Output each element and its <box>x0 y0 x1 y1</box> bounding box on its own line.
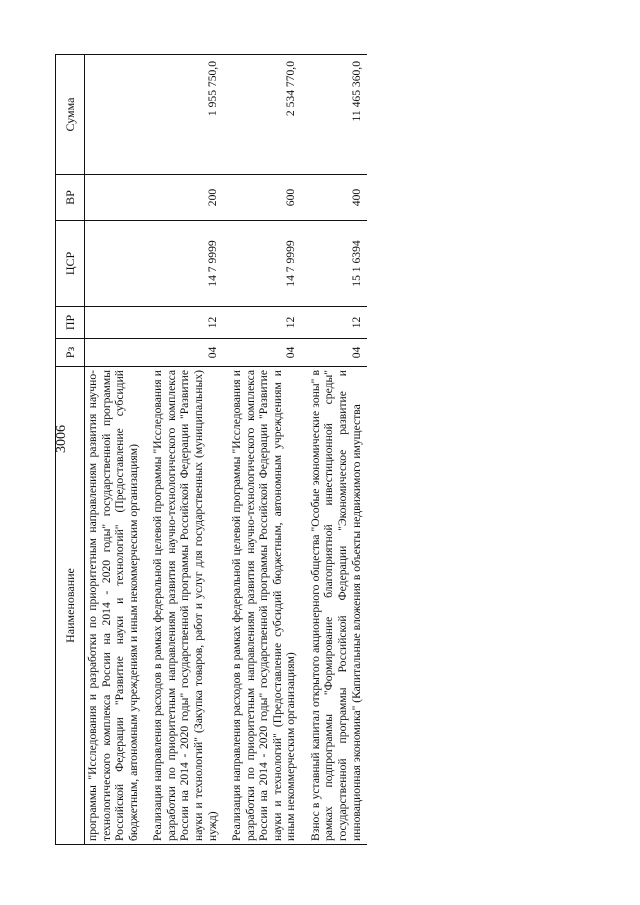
row-pr: 12 <box>308 307 367 339</box>
budget-table-rotated <box>55 55 615 845</box>
row-sum <box>85 55 145 175</box>
row-rz <box>85 339 145 367</box>
header-pr: ПР <box>56 307 85 339</box>
header-vr: ВР <box>56 175 85 221</box>
budget-table <box>55 54 367 845</box>
row-vr: 600 <box>229 175 302 221</box>
page-number: 3006 <box>54 425 69 453</box>
row-csr: 14 7 9999 <box>229 221 302 307</box>
row-name: Реализация направления расходов в рамках федеральной целевой программы "Исследования и разработки по приоритетным направлениям развития научно-технологического комплекса России на 2014 - 2020 годы" государственной программы Российской Федерации "Развитие науки и технологий" (Предоставление субсидий бюджетным, автономным учреждениям и иным некоммерческим организациям) <box>229 367 302 845</box>
header-sum: Сумма <box>56 55 85 175</box>
row-vr: 400 <box>308 175 367 221</box>
row-pr <box>85 307 145 339</box>
row-pr: 12 <box>229 307 302 339</box>
row-name: Реализация направления расходов в рамках федеральной целевой программы "Исследования и разработки по приоритетным направлениям развития научно-технологического комплекса России на 2014 - 2020 годы" государственной программы Российской Федерации "Развитие науки и технологий" (Закупка товаров, работ и услуг для государственных (муниципальных) нужд) <box>150 367 223 845</box>
table-row <box>308 55 367 845</box>
header-rz: Рз <box>56 339 85 367</box>
table-header-row <box>56 55 85 845</box>
row-csr: 14 7 9999 <box>150 221 223 307</box>
row-sum: 11 465 360,0 <box>308 55 367 175</box>
row-rz: 04 <box>229 339 302 367</box>
row-sum: 2 534 770,0 <box>229 55 302 175</box>
row-name: программы "Исследования и разработки по приоритетным направлениям развития научно-технологического комплекса России на 2014 - 2020 годы" государственной программы Российской Федерации "Развитие науки и технологий" (Предоставление субсидий бюджетным, автономным учреждениям и иным некоммерческим организациям) <box>85 367 145 845</box>
header-csr: ЦСР <box>56 221 85 307</box>
row-csr <box>85 221 145 307</box>
header-name: Наименование <box>56 367 85 845</box>
row-pr: 12 <box>150 307 223 339</box>
row-vr: 200 <box>150 175 223 221</box>
table-row <box>85 55 145 845</box>
table-row <box>229 55 302 845</box>
row-csr: 15 1 6394 <box>308 221 367 307</box>
row-vr <box>85 175 145 221</box>
row-sum: 1 955 750,0 <box>150 55 223 175</box>
table-row <box>150 55 223 845</box>
row-rz: 04 <box>150 339 223 367</box>
row-name: Взнос в уставный капитал открытого акционерного общества "Особые экономические зоны" в рамках подпрограммы "Формирование благоприятной инвестиционной среды" государственной программы Российской Федерации "Экономическое развитие и инновационная экономика" (Капитальные вложения в объекты недвижимого имущества <box>308 367 367 845</box>
row-rz: 04 <box>308 339 367 367</box>
